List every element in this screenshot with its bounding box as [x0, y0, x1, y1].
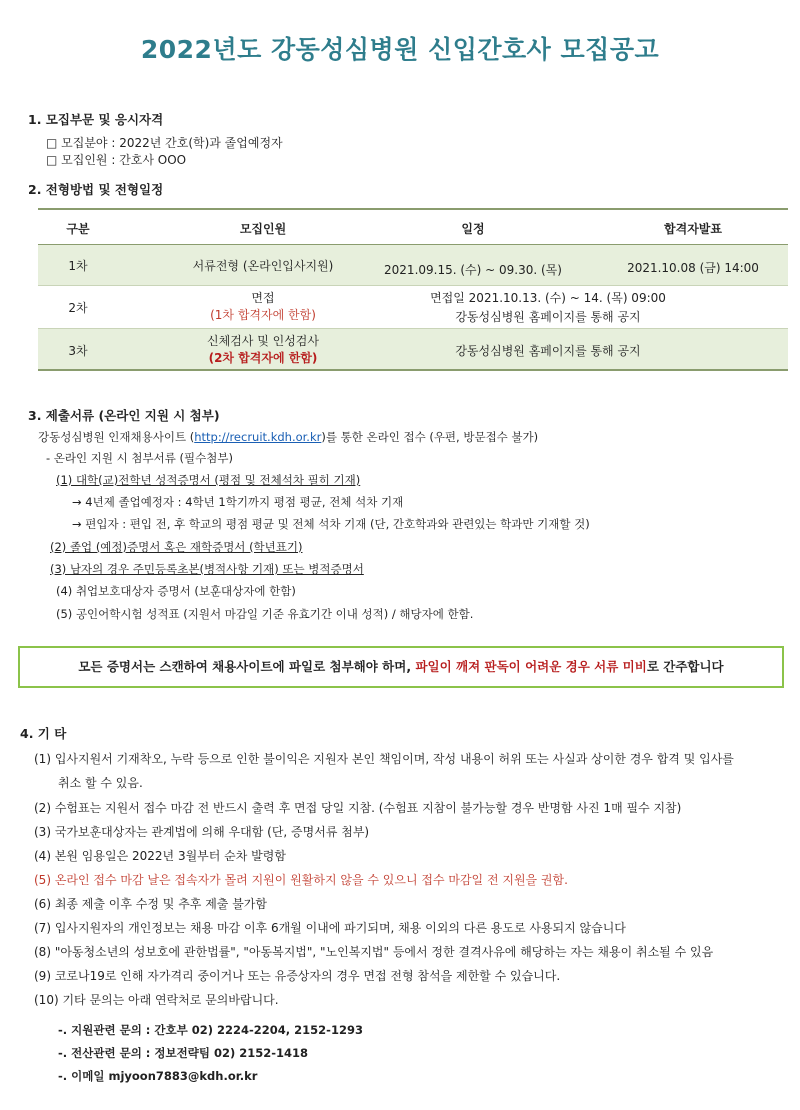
contact-application: -. 지원관련 문의 : 간호부 02) 2224-2204, 2152-1293 [58, 1023, 363, 1037]
doc-item: (4) 취업보호대상자 증명서 (보훈대상자에 한함) [56, 584, 296, 598]
row2-note: (1차 합격자에 한함) [210, 308, 316, 322]
row3-method: 신체검사 및 인성검사 [207, 334, 319, 348]
recruit-site-link[interactable]: http://recruit.kdh.or.kr [194, 430, 322, 444]
doc-item: (2) 졸업 (예정)증명서 혹은 재학증명서 (학년표기) [50, 540, 303, 554]
intro-suffix: )를 통한 온라인 접수 (우편, 방문접수 불가) [321, 430, 539, 444]
doc-subitem: → 4년제 졸업예정자 : 4학년 1학기까지 평점 평균, 전체 석차 기재 [72, 495, 404, 509]
header-stage: 구분 [66, 222, 90, 236]
row2-schedule-line1: 면접일 2021.10.13. (수) ~ 14. (목) 09:00 [430, 291, 666, 305]
row3-stage: 3차 [68, 344, 88, 358]
row2-stage: 2차 [68, 301, 88, 315]
misc-item-cont: 취소 할 수 있음. [58, 776, 143, 790]
intro-prefix: 강동성심병원 인재채용사이트 ( [38, 430, 195, 444]
row3-schedule: 강동성심병원 홈페이지를 통해 공지 [455, 344, 641, 358]
header-result: 합격자발표 [664, 222, 722, 236]
section3-intro [38, 429, 538, 445]
row3-note: (2차 합격자에 한함) [208, 351, 318, 365]
table-row [38, 329, 788, 369]
section4-heading: 4. 기 타 [20, 726, 67, 741]
table-row [38, 245, 788, 285]
row2-method: 면접 [251, 291, 275, 305]
header-schedule: 일정 [461, 222, 485, 236]
recruit-count: □ 모집인원 : 간호사 OOO [46, 153, 187, 167]
misc-item: (10) 기타 문의는 아래 연락처로 문의바랍니다. [34, 993, 279, 1007]
doc-item: (5) 공인어학시험 성적표 (지원서 마감일 기준 유효기간 이내 성적) / 해당자에 한함. [56, 607, 474, 621]
row1-method: 서류전형 (온라인입사지원) [192, 259, 334, 273]
section1-heading: 1. 모집부문 및 응시자격 [28, 112, 164, 127]
notice-text [20, 648, 782, 686]
notice-box [18, 646, 784, 688]
contact-email[interactable]: -. 이메일 mjyoon7883@kdh.or.kr [58, 1069, 258, 1083]
misc-item: (6) 최종 제출 이후 수정 및 추후 제출 불가함 [34, 897, 267, 911]
misc-item: (2) 수험표는 지원서 접수 마감 전 반드시 출력 후 면접 당일 지참. (수험표 지참이 불가능할 경우 반명함 사진 1매 필수 지참) [34, 801, 682, 815]
row2-schedule-line2: 강동성심병원 홈페이지를 통해 공지 [455, 310, 641, 324]
row1-schedule: 2021.09.15. (수) ~ 09.30. (목) [384, 263, 562, 277]
header-method: 모집인원 [239, 222, 287, 236]
misc-item: (7) 입사지원자의 개인정보는 채용 마감 이후 6개월 이내에 파기되며, 채용 이외의 다른 용도로 사용되지 않습니다 [34, 921, 626, 935]
recruit-field: □ 모집분야 : 2022년 간호(학)과 졸업예정자 [46, 136, 283, 150]
notice-prefix: 모든 증명서는 스캔하여 채용사이트에 파일로 첨부해야 하며, [78, 659, 416, 674]
page-title: 2022년도 강동성심병원 신입간호사 모집공고 [140, 35, 660, 64]
misc-item: (9) 코로나19로 인해 자가격리 중이거나 또는 유증상자의 경우 면접 전형 참석을 제한할 수 있습니다. [34, 969, 561, 983]
docs-subhead: - 온라인 지원 시 첨부서류 (필수첨부) [46, 451, 233, 465]
contact-it: -. 전산관련 문의 : 정보전략팀 02) 2152-1418 [58, 1046, 309, 1060]
misc-item: (8) "아동청소년의 성보호에 관한법률", "아동복지법", "노인복지법" 등에서 정한 결격사유에 해당하는 자는 채용이 취소될 수 있음 [34, 945, 714, 959]
misc-item: (1) 입사지원서 기재착오, 누락 등으로 인한 불이익은 지원자 본인 책임이며, 작성 내용이 허위 또는 사실과 상이한 경우 합격 및 입사를 [34, 752, 734, 766]
misc-item-warning: (5) 온라인 접수 마감 날은 접속자가 몰려 지원이 원활하지 않을 수 있으니 접수 마감일 전 지원을 권함. [34, 873, 568, 887]
table-row [38, 286, 788, 328]
misc-item: (4) 본원 임용일은 2022년 3월부터 순차 발령함 [34, 849, 286, 863]
row1-result: 2021.10.08 (금) 14:00 [627, 261, 759, 275]
section2-heading: 2. 전형방법 및 전형일정 [28, 182, 164, 197]
notice-suffix: 로 간주합니다 [646, 659, 724, 674]
table-header-row [38, 210, 788, 244]
row1-stage: 1차 [68, 259, 88, 273]
doc-item: (1) 대학(교)전학년 성적증명서 (평점 및 전체석차 필히 기재) [56, 473, 361, 487]
misc-item: (3) 국가보훈대상자는 관계법에 의해 우대함 (단, 증명서류 첨부) [34, 825, 370, 839]
doc-item: (3) 남자의 경우 주민등록초본(병적사항 기재) 또는 병적증명서 [50, 562, 364, 576]
section3-heading: 3. 제출서류 (온라인 지원 시 첨부) [28, 408, 220, 423]
doc-subitem: → 편입자 : 편입 전, 후 학교의 평점 평균 및 전체 석차 기재 (단, 간호학과와 관련있는 학과만 기재할 것) [72, 517, 590, 531]
notice-highlight: 파일이 깨져 판독이 어려운 경우 서류 미비 [415, 659, 647, 674]
